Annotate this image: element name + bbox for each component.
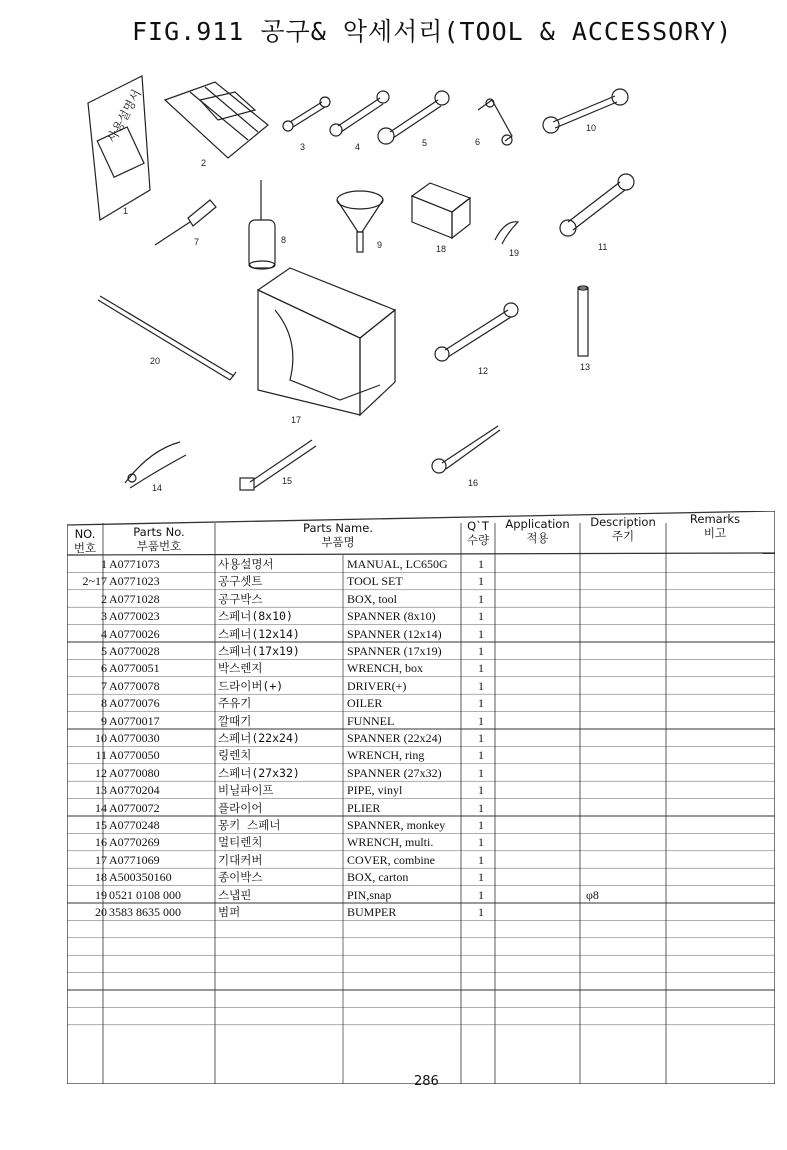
cell-part-no: A0770026 (109, 626, 160, 641)
header-description-en: Description (590, 515, 656, 529)
table-row (67, 747, 775, 764)
cell-part-no: A0771073 (109, 557, 160, 571)
header-no (67, 527, 103, 555)
header-application (495, 517, 580, 545)
cell-name-en: BOX, tool (347, 591, 398, 606)
cell-name-kr: 비닐파이프 (218, 783, 274, 798)
cell-no: 14 (95, 800, 107, 815)
cell-no: 3 (101, 609, 107, 624)
cell-name-en: TOOL SET (347, 574, 403, 589)
cell-name-kr: 스냅핀 (218, 887, 252, 902)
cell-name-kr: 박스렌지 (218, 661, 263, 676)
vinyl-pipe-icon (578, 286, 588, 356)
header-no-kr: 번호 (73, 541, 97, 555)
cell-name-en: PLIER (347, 800, 381, 815)
cell-part-no: A0771069 (109, 852, 160, 867)
cell-name-kr: 링렌치 (218, 748, 252, 763)
carton-box-icon (412, 183, 470, 238)
cell-name-kr: 범퍼 (218, 905, 241, 919)
cell-part-no: A0771023 (109, 574, 160, 589)
header-part-name (215, 521, 461, 549)
header-part-no-en: Parts No. (133, 525, 185, 539)
parts-table (67, 511, 775, 1084)
callout-19: 19 (509, 248, 520, 258)
cell-part-no: A0770017 (109, 713, 160, 728)
cell-name-kr: 기대커버 (218, 852, 263, 867)
cell-no: 4 (101, 626, 107, 641)
bumper-rod-icon (98, 296, 236, 380)
cell-name-kr: 사용설명서 (218, 557, 274, 571)
cell-name-en: SPANNER (12x14) (347, 626, 442, 641)
cell-qty: 1 (478, 800, 484, 815)
callout-2: 2 (201, 158, 207, 168)
table-row (67, 887, 775, 904)
header-part-name-kr: 부품명 (321, 535, 355, 549)
table-row (67, 643, 775, 660)
cell-name-en: BOX, carton (347, 870, 409, 885)
header-application-kr: 적용 (526, 531, 549, 545)
cell-name-en: DRIVER(+) (347, 678, 407, 693)
cell-name-kr: 플라이어 (218, 800, 263, 815)
cell-part-no: A0770028 (109, 644, 160, 658)
cell-name-kr: 주유기 (218, 696, 252, 711)
cell-no: 18 (95, 870, 107, 885)
callout-3: 3 (300, 142, 306, 152)
table-row (67, 678, 775, 695)
cell-no: 20 (95, 905, 107, 919)
cell-part-no: A0770204 (109, 783, 160, 798)
callout-11: 11 (598, 242, 608, 252)
cell-qty: 1 (478, 591, 484, 606)
cell-part-no: A0770072 (109, 800, 160, 815)
cell-part-no: A0770078 (109, 678, 160, 693)
callout-17: 17 (291, 415, 302, 425)
table-row (67, 834, 775, 851)
cell-name-kr: 스페너(8x10) (218, 609, 293, 624)
cell-qty: 1 (478, 678, 484, 693)
box-wrench-icon (478, 99, 512, 145)
cell-name-en: OILER (347, 696, 383, 711)
cell-name-kr: 스페너(22x24) (218, 731, 300, 745)
cell-qty: 1 (478, 852, 484, 867)
cell-name-en: WRENCH, multi. (347, 835, 434, 850)
cell-qty: 1 (478, 783, 484, 798)
cell-name-kr: 스페너(27x32) (218, 765, 300, 780)
cell-part-no: A0770248 (109, 818, 160, 832)
table-row (67, 573, 775, 590)
cell-no: 11 (95, 748, 107, 763)
cell-name-en: WRENCH, box (347, 661, 423, 676)
cell-name-en: PIN,snap (347, 887, 392, 902)
table-row (67, 765, 775, 782)
cell-no: 17 (95, 852, 107, 867)
multi-wrench-icon (432, 426, 500, 473)
callout-14: 14 (152, 483, 163, 493)
cell-name-kr: 공구박스 (218, 591, 263, 606)
callout-16: 16 (468, 478, 479, 488)
cell-no: 16 (95, 835, 107, 850)
cell-qty: 1 (478, 696, 484, 711)
cell-name-en: SPANNER (22x24) (347, 731, 442, 745)
header-no-en: NO. (74, 527, 96, 541)
header-divider (67, 553, 775, 555)
callout-13: 13 (580, 362, 591, 372)
cell-qty: 1 (478, 765, 484, 780)
callout-20: 20 (150, 356, 161, 366)
manual-icon (88, 76, 150, 220)
spanner-12x14-icon (330, 91, 389, 136)
cell-name-kr: 멀티렌치 (218, 835, 263, 850)
header-remarks-en: Remarks (689, 512, 741, 526)
ring-wrench-icon (560, 174, 634, 236)
oiler-icon (249, 180, 275, 269)
cell-qty: 1 (478, 835, 484, 850)
cell-qty: 1 (478, 661, 484, 676)
cell-name-kr: 종이박스 (218, 870, 263, 885)
cell-part-no: A0770076 (109, 696, 160, 711)
cell-name-kr: 스페너(17x19) (218, 644, 300, 658)
header-qty (461, 519, 495, 547)
table-row (67, 782, 775, 799)
page-number: 286 (414, 1074, 439, 1089)
cell-part-no: A0770051 (109, 661, 160, 676)
cell-no: 13 (95, 783, 107, 798)
table-row (67, 713, 775, 730)
callout-5: 5 (422, 138, 428, 148)
cell-no: 2 (101, 591, 107, 606)
cell-part-no: A0770269 (109, 835, 160, 850)
cell-no: 5 (101, 644, 107, 658)
cell-name-kr: 공구셋트 (218, 574, 263, 589)
cell-name-en: SPANNER (17x19) (347, 644, 442, 658)
header-description (580, 515, 666, 543)
cell-part-no: A500350160 (109, 870, 172, 885)
cell-part-no: 3583 8635 000 (109, 905, 181, 919)
monkey-spanner-icon (240, 440, 316, 490)
combine-cover-icon (258, 268, 395, 415)
cell-qty: 1 (478, 748, 484, 763)
screwdriver-icon (155, 200, 216, 245)
cell-name-en: SPANNER (8x10) (347, 609, 436, 624)
header-qty-kr: 수량 (466, 533, 490, 547)
cell-no: 8 (101, 696, 107, 711)
callout-4: 4 (355, 142, 361, 152)
cell-qty: 1 (478, 574, 484, 589)
cell-name-kr: 스페너(12x14) (218, 626, 300, 641)
callout-6: 6 (475, 137, 481, 147)
cell-no: 9 (101, 713, 107, 728)
snap-pin-icon (495, 222, 518, 244)
cell-no: 10 (95, 731, 107, 745)
cell-name-en: MANUAL, LC650G (347, 557, 448, 571)
cell-name-kr: 몽키 스페너 (218, 818, 281, 832)
callout-18: 18 (436, 244, 447, 254)
table-row (67, 626, 775, 643)
cell-name-kr: 깔때기 (218, 713, 252, 728)
cell-no: 1 (101, 557, 107, 571)
cell-no: 15 (95, 818, 107, 832)
table-row (67, 852, 775, 869)
cell-qty: 1 (478, 870, 484, 885)
cell-name-en: FUNNEL (347, 713, 395, 728)
header-description-kr: 주기 (611, 529, 635, 543)
cell-part-no: 0521 0108 000 (109, 887, 181, 902)
header-remarks-kr: 비고 (703, 526, 727, 540)
cell-no: 12 (95, 765, 107, 780)
header-part-no (103, 525, 215, 553)
cell-qty: 1 (478, 731, 484, 745)
exploded-parts-diagram (0, 0, 787, 505)
plier-icon (125, 442, 186, 488)
cell-name-en: PIPE, vinyl (347, 783, 403, 798)
callout-9: 9 (377, 240, 383, 250)
page-title: FIG.911 공구& 악세서리(TOOL & ACCESSORY) (132, 17, 733, 46)
header-remarks (666, 512, 764, 540)
cell-qty: 1 (478, 713, 484, 728)
callout-10: 10 (586, 123, 597, 133)
header-part-no-kr: 부품번호 (136, 539, 182, 553)
cell-name-en: WRENCH, ring (347, 748, 425, 763)
callout-7: 7 (194, 237, 200, 247)
cell-qty: 1 (478, 905, 484, 919)
cell-no: 7 (101, 678, 107, 693)
cell-part-no: A0770050 (109, 748, 160, 763)
cell-name-en: SPANNER (27x32) (347, 765, 442, 780)
table-row (67, 817, 775, 834)
cell-name-en: SPANNER, monkey (347, 818, 446, 832)
table-row (67, 695, 775, 712)
cell-qty: 1 (478, 626, 484, 641)
callout-8: 8 (281, 235, 287, 245)
table-row (67, 556, 775, 573)
cell-name-en: BUMPER (347, 905, 397, 919)
table-row (67, 800, 775, 817)
callout-15: 15 (282, 476, 293, 486)
table-row (67, 591, 775, 608)
table-row (67, 660, 775, 677)
cell-part-no: A0770023 (109, 609, 160, 624)
tool-bag-icon (165, 82, 268, 158)
table-row (67, 904, 775, 921)
cell-qty: 1 (478, 557, 484, 571)
cell-no: 6 (101, 661, 107, 676)
spanner-8x10-icon (283, 97, 330, 131)
cell-part-no: A0771028 (109, 591, 160, 606)
cell-qty: 1 (478, 609, 484, 624)
header-application-en: Application (505, 517, 570, 531)
table-row (67, 608, 775, 625)
table-row (67, 730, 775, 747)
spanner-27x32-icon (435, 303, 518, 361)
cell-qty: 1 (478, 644, 484, 658)
cell-no: 2~17 (82, 574, 107, 589)
callout-1: 1 (123, 206, 129, 216)
cell-no: 19 (95, 887, 107, 902)
cell-part-no: A0770030 (109, 731, 160, 745)
cell-qty: 1 (478, 818, 484, 832)
manual-cover-text: 사용설명서 (104, 87, 144, 145)
cell-part-no: A0770080 (109, 765, 160, 780)
cell-name-en: COVER, combine (347, 852, 435, 867)
cell-name-kr: 드라이버(+) (218, 678, 284, 693)
cell-desc: φ8 (586, 887, 599, 902)
header-qty-en: Q`T (467, 519, 489, 533)
header-part-name-en: Parts Name. (303, 521, 373, 535)
cell-qty: 1 (478, 887, 484, 902)
table-row (67, 869, 775, 886)
callout-12: 12 (478, 366, 489, 376)
